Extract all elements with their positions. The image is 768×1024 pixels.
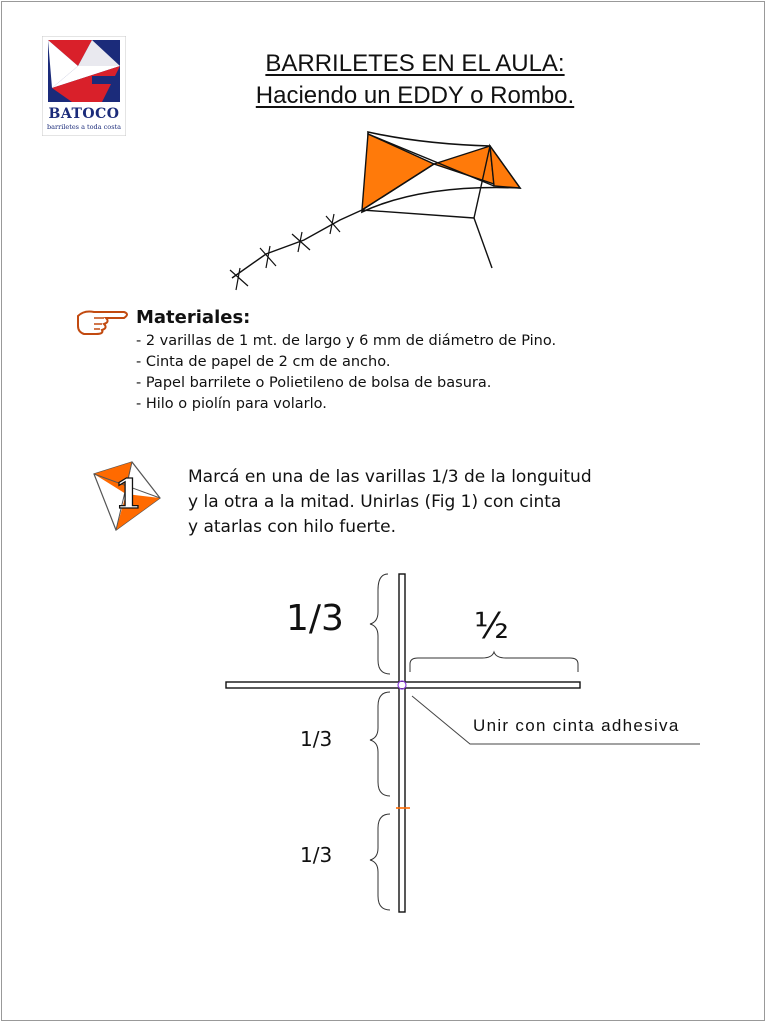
step-1-badge [90,458,164,534]
vertical-stick [399,574,405,912]
step-1-instructions [188,465,658,540]
pointing-hand-icon [76,308,130,336]
step-1-number: 1 [114,471,142,518]
step-1-line: y la otra a la mitad. Unirlas (Fig 1) con cinta [188,492,562,512]
materials-item: - Cinta de papel de 2 cm de ancho. [136,354,391,370]
materials-list [136,331,556,415]
step-1-line: Marcá en una de las varillas 1/3 de la longuitud [188,467,592,487]
materials-heading: Materiales: [136,307,251,328]
batoco-logo [42,36,126,136]
brace-top [370,574,390,674]
figure-1-diagram [0,560,768,920]
tape-callout: Unir con cinta adhesiva [473,716,680,735]
label-bottom-third: 1/3 [300,843,333,867]
label-middle-third: 1/3 [300,727,333,751]
logo-tagline: barriletes a toda costa [46,123,122,131]
step-1-line: y atarlas con hilo fuerte. [188,517,397,537]
materials-item: - Hilo o piolín para volarlo. [136,396,327,412]
brace-bottom [370,814,390,910]
materials-item: - 2 varillas de 1 mt. de largo y 6 mm de diámetro de Pino. [136,333,557,349]
brace-half [410,652,578,672]
eddy-kite-illustration [222,128,532,298]
page-title: BARRILETES EN EL AULA: [265,50,565,77]
brace-middle [370,692,390,796]
label-top-third: 1/3 [286,598,344,639]
materials-item: - Papel barrilete o Polietileno de bolsa de basura. [136,375,492,391]
page-subtitle: Haciendo un EDDY o Rombo. [255,82,575,109]
label-half: ½ [474,606,509,647]
logo-name: BATOCO [48,106,120,122]
